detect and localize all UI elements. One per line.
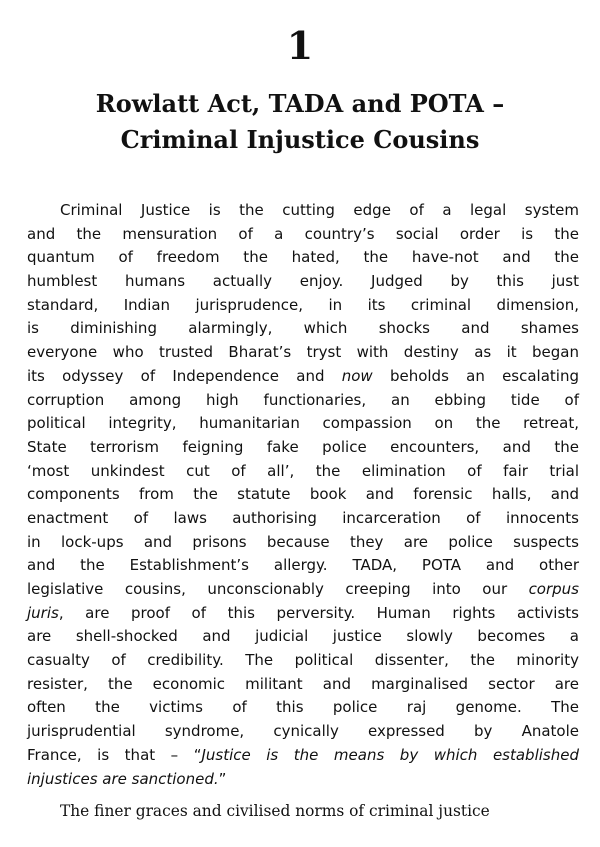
text-line: enactment of laws authorising incarceration of innocents [27, 508, 579, 527]
chapter-title-line-1: Rowlatt Act, TADA and POTA – [95, 89, 505, 118]
text-segment: legislative cousins, unconscionably creeping into our [27, 580, 529, 598]
text-line: and the mensuration of a country’s social order is the [27, 224, 579, 243]
emphasized-text: corpus [528, 580, 579, 598]
text-line: Criminal Justice is the cutting edge of a legal system [60, 201, 579, 219]
text-line: is diminishing alarmingly, which shocks and shames [27, 319, 579, 338]
text-line: in lock-ups and prisons because they are police suspects [27, 532, 579, 551]
emphasized-text: now [341, 366, 373, 385]
text-segment: beholds an escalating [372, 366, 579, 385]
paragraph-2 [27, 800, 579, 824]
text-line: humblest humans actually enjoy. Judged by this just [27, 272, 579, 291]
text-line: The finer graces and civilised norms of criminal justice [60, 802, 490, 821]
text-segment: ” [218, 769, 227, 788]
text-line: political integrity, humanitarian compassion on the retreat, [27, 414, 579, 433]
text-line [27, 744, 579, 768]
text-line: standard, Indian jurisprudence, in its criminal dimension, [27, 295, 579, 314]
text-line: often the victims of this police raj genome. The [27, 698, 579, 717]
paragraph-gap [27, 791, 579, 800]
text-line: quantum of freedom the hated, the have-not and the [27, 248, 579, 267]
text-line [27, 602, 579, 626]
text-line: everyone who trusted Bharat’s tryst with destiny as it began [27, 343, 579, 362]
text-line [27, 768, 579, 792]
quoted-text: Justice is the means by which established [201, 745, 579, 764]
chapter-title [30, 86, 570, 158]
quoted-text: injustices are sanctioned. [27, 769, 219, 788]
text-line [27, 365, 579, 389]
text-line [27, 578, 579, 602]
text-line: ‘most unkindest cut of all’, the elimination of fair trial [27, 461, 579, 480]
text-line: State terrorism feigning fake police encounters, and the [27, 437, 579, 456]
text-line: corruption among high functionaries, an ebbing tide of [27, 390, 579, 409]
text-line: and the Establishment’s allergy. TADA, POTA and other [27, 556, 579, 575]
text-line: components from the statute book and forensic halls, and [27, 485, 579, 504]
text-line: resister, the economic militant and marginalised sector are [27, 674, 579, 693]
emphasized-text: juris [27, 603, 59, 622]
text-segment: its odyssey of Independence and [27, 366, 342, 385]
text-segment: , are proof of this perversity. Human rights activists [58, 603, 579, 622]
body-text [27, 199, 579, 824]
paragraph-1 [27, 199, 579, 791]
text-line: jurisprudential syndrome, cynically expressed by Anatole [27, 722, 579, 741]
text-line: casualty of credibility. The political dissenter, the minority [27, 651, 579, 670]
chapter-title-line-2: Criminal Injustice Cousins [120, 125, 480, 154]
text-line: are shell-shocked and judicial justice slowly becomes a [27, 627, 579, 646]
chapter-number: 1 [286, 23, 314, 68]
text-segment: France, is that – “ [27, 745, 202, 764]
